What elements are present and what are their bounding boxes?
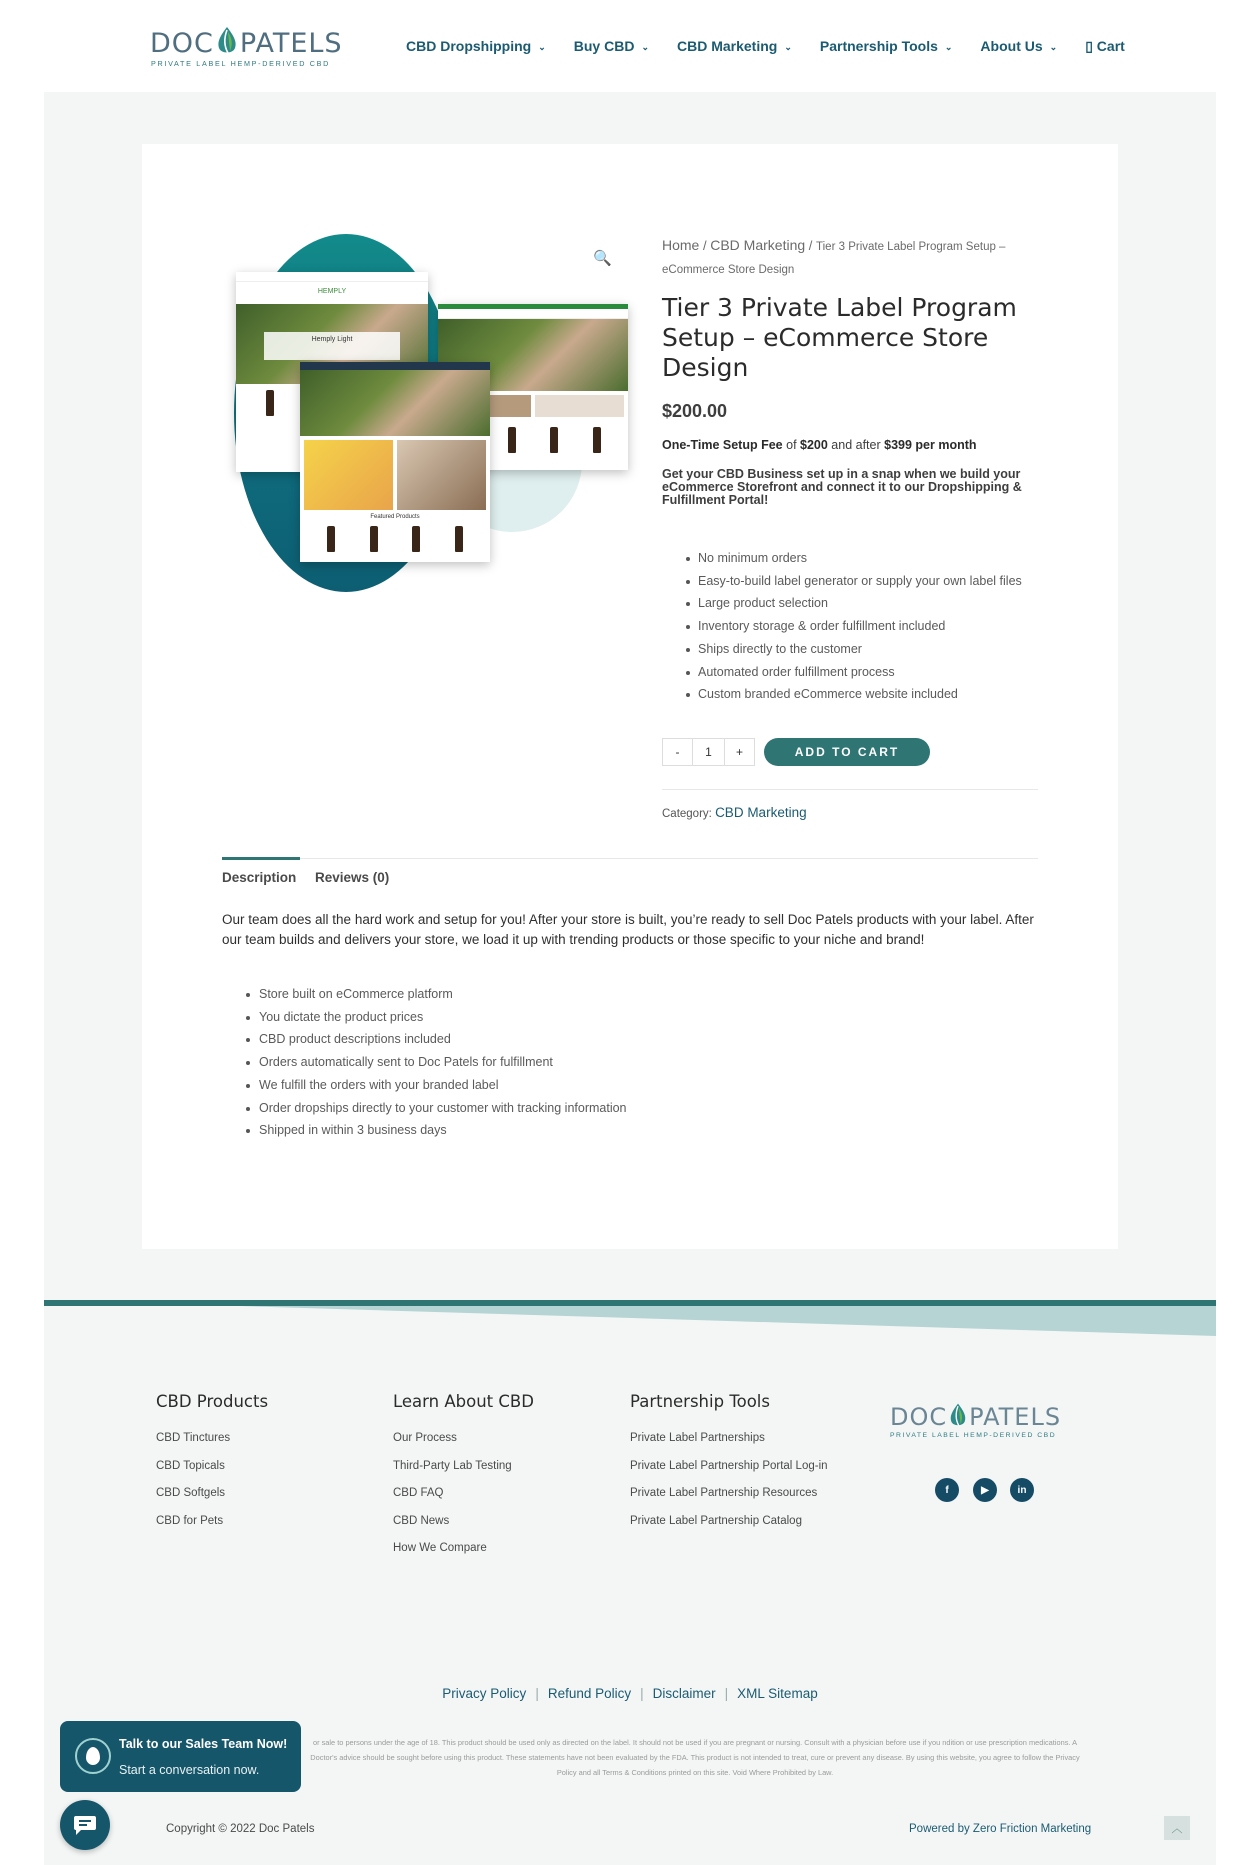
breadcrumb-category[interactable]: CBD Marketing xyxy=(710,237,806,253)
leaf-logo-icon xyxy=(75,1738,111,1774)
logo-wordmark: DOC PATELS xyxy=(890,1403,1062,1431)
site-logo[interactable] xyxy=(150,26,343,70)
footer-col-title: Partnership Tools xyxy=(630,1392,770,1411)
feature-list xyxy=(688,547,1038,706)
setup-fee-text: One-Time Setup Fee of $200 and after $399 per month xyxy=(662,438,977,452)
legal-links: Privacy Policy | Refund Policy | Disclaimer | XML Sitemap xyxy=(442,1686,818,1701)
wave-divider xyxy=(44,1296,1216,1338)
disclaimer-link[interactable]: Disclaimer xyxy=(652,1686,716,1701)
powered-by-link[interactable]: Powered by Zero Friction Marketing xyxy=(909,1823,1092,1835)
nav-item-about-us[interactable]: About Us ⌄ xyxy=(980,38,1058,54)
list-item: Order dropships directly to your customer with tracking information xyxy=(248,1097,627,1120)
tab-description[interactable]: Description xyxy=(222,870,297,885)
product-title: Tier 3 Private Label Program Setup – eCommerce Store Design xyxy=(662,293,1017,382)
chevron-up-icon: ︿ xyxy=(1171,1823,1183,1835)
chevron-down-icon: ⌄ xyxy=(1049,42,1058,52)
privacy-policy-link[interactable]: Privacy Policy xyxy=(442,1686,527,1701)
scroll-to-top-button[interactable] xyxy=(1164,1816,1190,1840)
chat-bubble-icon xyxy=(73,1814,97,1836)
chevron-down-icon: ⌄ xyxy=(944,42,953,52)
tab-reviews[interactable]: Reviews (0) xyxy=(315,870,390,885)
chat-subtitle: Start a conversation now. xyxy=(119,1763,260,1777)
chat-title: Talk to our Sales Team Now! xyxy=(119,1737,288,1751)
chevron-down-icon: ⌄ xyxy=(641,42,649,52)
list-item: Orders automatically sent to Doc Patels for fulfillment xyxy=(248,1051,627,1074)
product-summary xyxy=(662,234,1038,706)
description-list xyxy=(248,983,627,1142)
product-category: Category: CBD Marketing xyxy=(662,805,807,820)
list-item: You dictate the product prices xyxy=(248,1006,627,1029)
list-item: Ships directly to the customer xyxy=(688,638,1038,661)
footer-link[interactable]: CBD Tinctures xyxy=(156,1432,231,1444)
mockup-screen-center: Featured Products xyxy=(300,362,490,562)
breadcrumb: Home / CBD Marketing / Tier 3 Private Label Program Setup – eCommerce Store Design xyxy=(662,237,1006,276)
footer-link[interactable]: CBD Softgels xyxy=(156,1487,226,1500)
list-item: Custom branded eCommerce website included xyxy=(688,683,1038,706)
nav-item-buy-cbd[interactable]: Buy CBD ⌄ xyxy=(573,38,649,54)
footer-link[interactable]: CBD News xyxy=(393,1514,450,1527)
quantity-stepper xyxy=(662,738,755,766)
footer-col-title: Learn About CBD xyxy=(393,1392,534,1411)
refund-policy-link[interactable]: Refund Policy xyxy=(547,1686,632,1701)
footer-col-cbd-products xyxy=(156,1392,268,1535)
nav-cart[interactable]: ▯ Cart xyxy=(1085,38,1125,54)
footer-col-title: CBD Products xyxy=(156,1392,269,1411)
logo-wordmark: DOC PATELS xyxy=(150,28,343,59)
footer-link[interactable]: Third-Party Lab Testing xyxy=(393,1459,512,1472)
footer-link[interactable]: CBD for Pets xyxy=(156,1514,224,1527)
chevron-down-icon: ⌄ xyxy=(538,42,546,52)
site-header xyxy=(0,0,1260,92)
list-item: Large product selection xyxy=(688,592,1038,615)
facebook-icon[interactable]: f xyxy=(935,1478,959,1502)
nav-item-cbd-marketing[interactable]: CBD Marketing ⌄ xyxy=(676,38,792,54)
qty-input[interactable]: 1 xyxy=(693,738,724,766)
list-item: CBD product descriptions included xyxy=(248,1028,627,1051)
footer-col-partnership xyxy=(630,1392,828,1535)
product-price: $200.00 xyxy=(662,401,728,421)
leaf-drop-icon xyxy=(947,1402,969,1429)
footer-link[interactable]: How We Compare xyxy=(393,1542,487,1555)
category-link[interactable]: CBD Marketing xyxy=(715,805,807,820)
chevron-down-icon: ⌄ xyxy=(784,42,792,52)
list-item: Shipped in within 3 business days xyxy=(248,1119,627,1142)
footer-logo[interactable] xyxy=(890,1402,1090,1446)
breadcrumb-current: Tier 3 Private Label Program Setup – eCommerce Store Design xyxy=(662,241,1006,276)
list-item: We fulfill the orders with your branded label xyxy=(248,1074,627,1097)
chat-launcher-button[interactable] xyxy=(60,1800,110,1850)
list-item: Inventory storage & order fulfillment included xyxy=(688,615,1038,638)
divider xyxy=(662,789,1038,790)
mockup-screen-left: HEMPLY Hemply Light xyxy=(236,272,428,472)
leaf-drop-icon xyxy=(214,26,240,56)
list-item: Easy-to-build label generator or supply your own label files xyxy=(688,570,1038,593)
footer-link[interactable]: Private Label Partnership Portal Log-in xyxy=(630,1459,828,1472)
product-pitch: Get your CBD Business set up in a snap when we build your eCommerce Storefront and connect it to our Dropshipping & Fulfillment Portal! xyxy=(662,467,1022,507)
linkedin-icon[interactable]: in xyxy=(1010,1478,1034,1502)
footer-link[interactable]: Our Process xyxy=(393,1432,457,1444)
xml-sitemap-link[interactable]: XML Sitemap xyxy=(737,1686,818,1701)
footer-link[interactable]: Private Label Partnership Resources xyxy=(630,1487,818,1500)
footer-col-learn xyxy=(393,1392,534,1563)
legal-disclaimer: or sale to persons under the age of 18. This product should be used only as directed on the label. It should not be used if you are pregnant or nursing. Consult with a physician before use if you ndition or use prescription medications. A Doctor's advice should be sought before using this product. These statements have not been evaluated by the FDA. This product is not intended to treat, cure or prevent any disease. By using this website, you agree to follow the Privacy Policy and all Terms & Conditions printed on this site. Void Where Prohibited by Law. xyxy=(310,1738,1080,1777)
qty-plus-button[interactable]: + xyxy=(724,738,755,766)
footer-link[interactable]: Private Label Partnership Catalog xyxy=(630,1514,802,1527)
description-text: Our team does all the hard work and setup for you! After your store is built, you’re ready to sell Doc Patels products with your label. After our team builds and delivers your store, we load it up with trending products or those specific to your niche and brand! xyxy=(222,912,1034,947)
product-image[interactable] xyxy=(222,232,628,594)
cart-icon: ▯ xyxy=(1085,38,1093,54)
list-item: No minimum orders xyxy=(688,547,1038,570)
youtube-icon[interactable]: ▶ xyxy=(973,1478,997,1502)
qty-minus-button[interactable]: - xyxy=(662,738,693,766)
main-nav xyxy=(406,38,1125,55)
copyright: Copyright © 2022 Doc Patels xyxy=(166,1823,315,1835)
add-to-cart-button[interactable]: ADD TO CART xyxy=(764,738,930,766)
logo-tagline: PRIVATE LABEL HEMP-DERIVED CBD xyxy=(151,59,331,68)
footer-link[interactable]: CBD Topicals xyxy=(156,1459,225,1472)
zoom-icon[interactable]: 🔍 xyxy=(593,250,612,267)
breadcrumb-home[interactable]: Home xyxy=(662,237,700,253)
footer-link[interactable]: CBD FAQ xyxy=(393,1487,444,1500)
nav-item-partnership-tools[interactable]: Partnership Tools ⌄ xyxy=(819,38,953,54)
nav-item-cbd-dropshipping[interactable]: CBD Dropshipping ⌄ xyxy=(406,38,546,54)
logo-tagline: PRIVATE LABEL HEMP-DERIVED CBD xyxy=(890,1432,1057,1439)
footer-link[interactable]: Private Label Partnerships xyxy=(630,1432,765,1444)
chat-prompt[interactable] xyxy=(60,1721,301,1792)
list-item: Automated order fulfillment process xyxy=(688,661,1038,684)
list-item: Store built on eCommerce platform xyxy=(248,983,627,1006)
tabs-divider xyxy=(222,858,1038,859)
active-tab-indicator xyxy=(222,857,300,860)
